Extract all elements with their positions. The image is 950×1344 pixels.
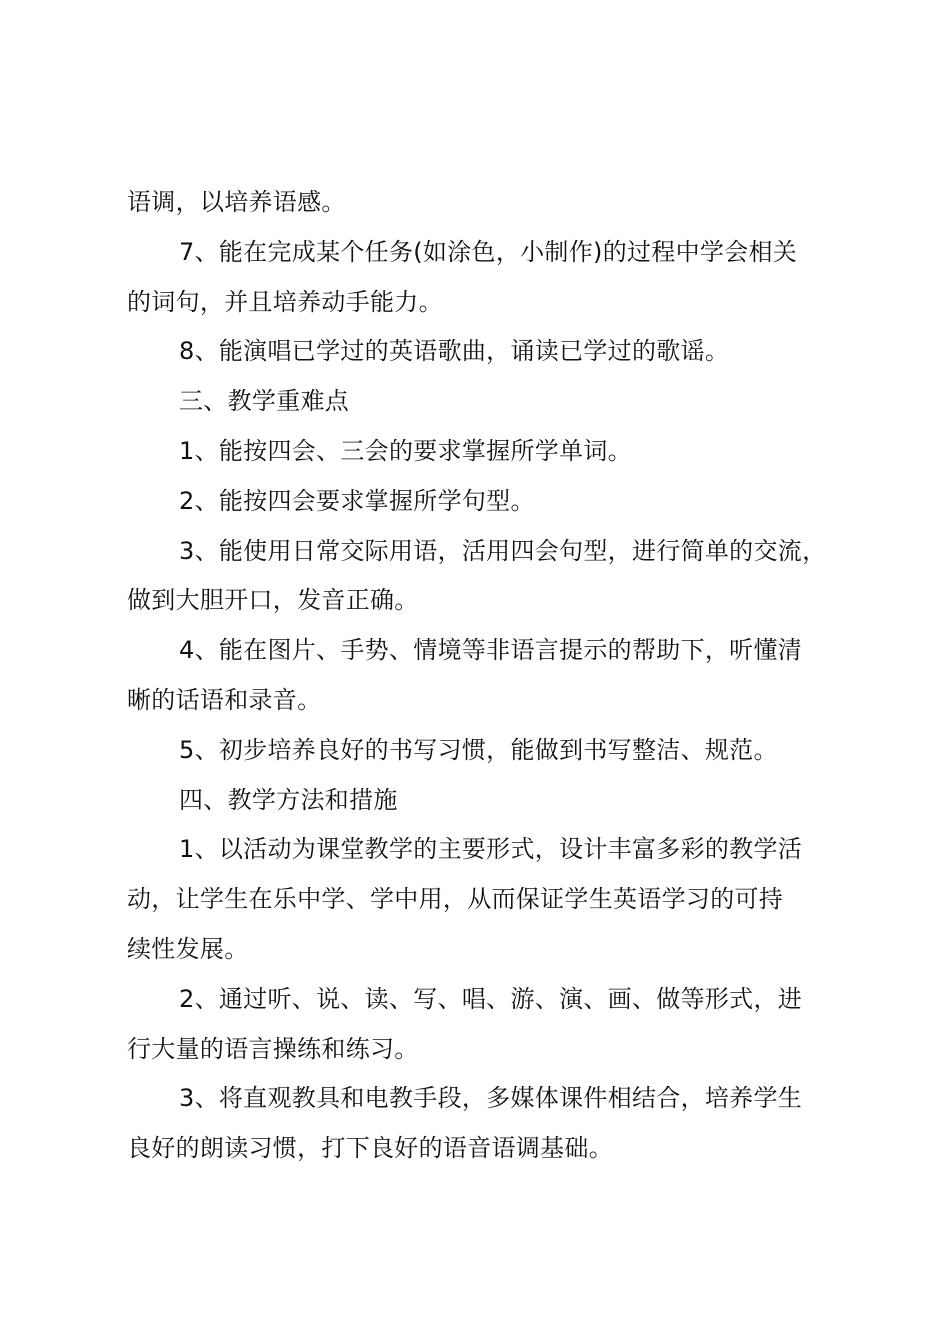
section-heading-4: 四、教学方法和措施 <box>179 785 398 814</box>
paragraph-line: 的词句，并且培养动手能力。 <box>127 287 443 316</box>
list-item-5: 5、初步培养良好的书写习惯，能做到书写整洁、规范。 <box>179 735 778 764</box>
paragraph-line: 晰的话语和录音。 <box>127 685 322 714</box>
list-item-4: 4、能在图片、手势、情境等非语言提示的帮助下，听懂清 <box>179 636 803 665</box>
list-item-2: 2、能按四会要求掌握所学句型。 <box>179 486 535 515</box>
list-item-3: 3、能使用日常交际用语，活用四会句型，进行简单的交流， <box>179 536 827 565</box>
list-item-1: 1、以活动为课堂教学的主要形式，设计丰富多彩的教学活 <box>179 835 803 864</box>
paragraph-line: 行大量的语言操练和练习。 <box>127 1034 419 1063</box>
paragraph-line: 做到大胆开口，发音正确。 <box>127 586 419 615</box>
list-item-3: 3、将直观教具和电教手段，多媒体课件相结合，培养学生 <box>179 1084 803 1113</box>
list-item-8: 8、能演唱已学过的英语歌曲，诵读已学过的歌谣。 <box>179 337 730 366</box>
list-item-1: 1、能按四会、三会的要求掌握所学单词。 <box>179 436 632 465</box>
list-item-7: 7、能在完成某个任务(如涂色，小制作)的过程中学会相关 <box>179 237 798 266</box>
paragraph-line: 语调，以培养语感。 <box>127 188 346 216</box>
paragraph-line: 良好的朗读习惯，打下良好的语音语调基础。 <box>127 1134 613 1163</box>
list-item-2: 2、通过听、说、读、写、唱、游、演、画、做等形式，进 <box>179 984 803 1013</box>
document-body <box>127 178 857 1174</box>
paragraph-line: 动，让学生在乐中学、学中用，从而保证学生英语学习的可持 <box>127 885 784 914</box>
paragraph-line: 续性发展。 <box>127 934 249 963</box>
section-heading-3: 三、教学重难点 <box>179 387 350 416</box>
